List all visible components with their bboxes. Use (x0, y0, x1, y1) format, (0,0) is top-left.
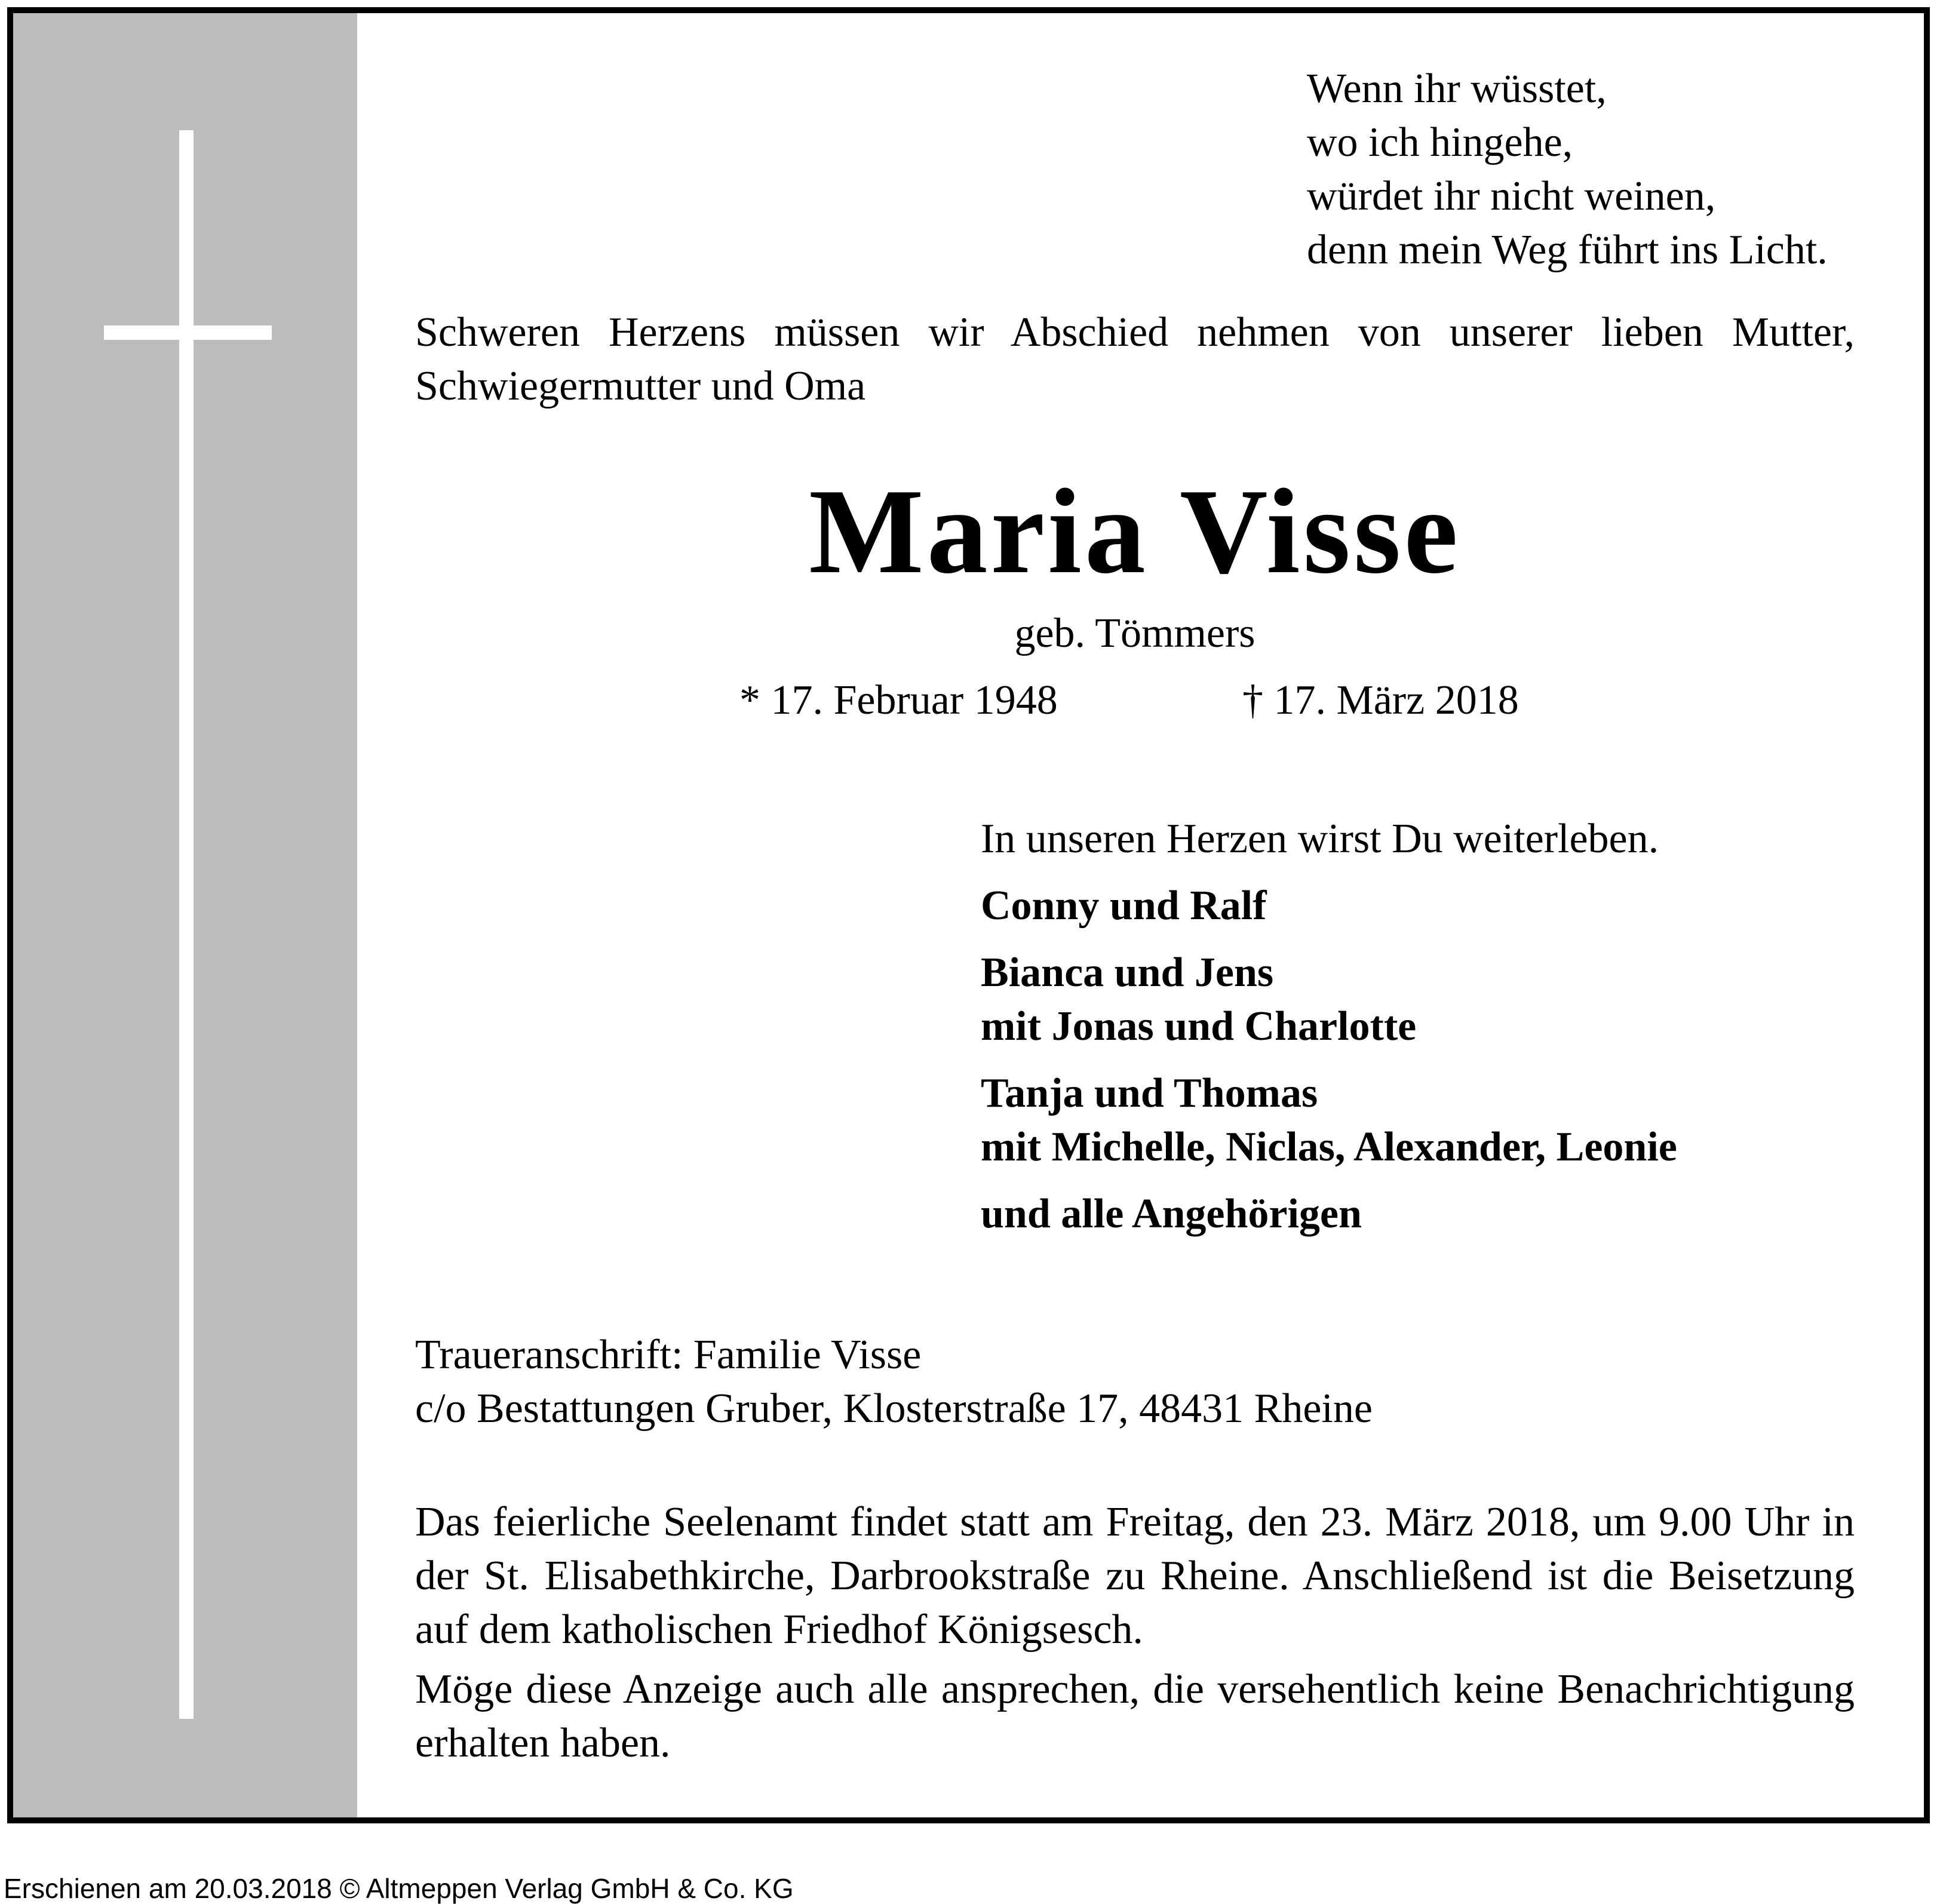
cross-icon (179, 130, 194, 1719)
mourners-block (981, 812, 1677, 1254)
poem-line: würdet ihr nicht weinen, (1307, 173, 1716, 219)
mourner-line: mit Jonas und Charlotte (981, 1003, 1417, 1049)
mourner-line: Conny und Ralf (981, 883, 1267, 929)
poem-line: Wenn ihr wüsstet, (1307, 66, 1607, 112)
deceased-name: Maria Visse (809, 464, 1461, 599)
intro-text: Schweren Herzens müssen wir Abschied nehmen von unserer lieben Mutter, Schwiegermutter und Oma (415, 309, 1855, 409)
mourner-line: und alle Angehörigen (981, 1191, 1362, 1237)
mourner-group (981, 1187, 1677, 1241)
maiden-name: geb. Tömmers (1014, 610, 1256, 656)
side-band (13, 13, 357, 1817)
mourner-group (981, 879, 1677, 933)
mourner-group (981, 946, 1677, 1054)
address-line: c/o Bestattungen Gruber, Klosterstraße 17, 48431 Rheine (415, 1386, 1373, 1432)
motto: In unseren Herzen wirst Du weiterleben. (981, 816, 1659, 862)
mourner-line: Tanja und Thomas (981, 1070, 1318, 1116)
birth-date: * 17. Februar 1948 (739, 677, 1058, 723)
cross-bar (104, 325, 272, 340)
service-info: Das feierliche Seelenamt findet statt am Freitag, den 23. März 2018, um 9.00 Uhr in der St. Elisabethkirche, Darbrookstraße zu Rheine. Anschließend ist die Beisetzung auf dem katholischen Friedhof Königsesch. (415, 1499, 1855, 1653)
poem-line: denn mein Weg führt ins Licht. (1307, 227, 1828, 273)
mourner-line: Bianca und Jens (981, 950, 1274, 996)
death-date: † 17. März 2018 (1242, 677, 1519, 723)
publication-footer: Erschienen am 20.03.2018 © Altmeppen Verlag GmbH & Co. KG (4, 1873, 794, 1904)
notice-text: Möge diese Anzeige auch alle ansprechen, die versehentlich keine Benachrichtigung erhalten haben. (415, 1666, 1855, 1766)
mourner-line: mit Michelle, Niclas, Alexander, Leonie (981, 1124, 1677, 1170)
poem (1307, 62, 1828, 277)
mourning-address (415, 1328, 1855, 1436)
mourner-group (981, 1067, 1677, 1174)
poem-line: wo ich hingehe, (1307, 119, 1573, 165)
address-line: Traueranschrift: Familie Visse (415, 1332, 922, 1378)
